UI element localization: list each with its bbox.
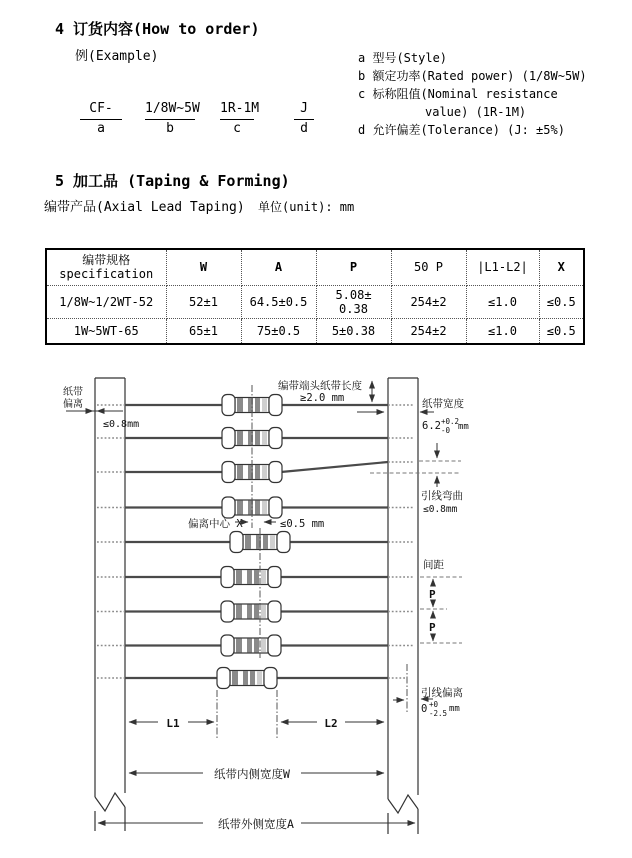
pitch-annotation: [420, 558, 462, 643]
l1-l2-dimension: [129, 717, 384, 730]
tape-deviation-label2: 偏离: [63, 399, 83, 410]
section5-title: 5 加工品 (Taping & Forming): [55, 172, 290, 190]
pitch-p1: P: [429, 588, 436, 601]
resistor-body: [217, 668, 277, 689]
lead-bend-value: ≤0.8mm: [423, 504, 458, 515]
col-header-spec-en: specification: [59, 267, 154, 282]
outer-width-label: 纸带外侧宽度A: [218, 817, 294, 831]
formula-text-a: CF-: [89, 101, 113, 116]
cell-50p: 254±2: [391, 318, 466, 344]
tape-deviation-value: ≤0.8mm: [103, 419, 140, 430]
col-header-w: W: [166, 249, 241, 285]
col-header-p: P: [316, 249, 391, 285]
tape-end-length-annotation: [278, 379, 384, 412]
cell-a: 64.5±0.5: [241, 285, 316, 318]
col-header-spec-cn: 编带规格: [82, 253, 131, 268]
l1-label: L1: [166, 717, 180, 730]
off-center-value: ≤0.5 mm: [280, 518, 325, 530]
cell-l1l2: ≤1.0: [466, 285, 539, 318]
cell-spec: 1/8W~1/2WT-52: [46, 285, 166, 318]
formula-letter-c: c: [220, 119, 254, 136]
formula-part-c: [220, 101, 260, 136]
inner-width-dimension: [129, 767, 384, 781]
legend-line-d: d 允许偏差(Tolerance) (J: ±5%): [358, 123, 565, 137]
formula-letter-d: d: [294, 119, 314, 136]
lead-deviation-tol-plus: +0: [429, 700, 439, 709]
table-row: [46, 285, 584, 318]
pitch-p2: P: [429, 621, 436, 634]
left-tape-strip: [95, 378, 125, 831]
cell-p: 5±0.38: [316, 318, 391, 344]
lead-bend-label: 引线弯曲: [421, 490, 463, 502]
legend-line-c2: value) (1R-1M): [425, 105, 527, 119]
formula-part-a: [80, 101, 122, 136]
taping-subtitle: 编带产品(Axial Lead Taping): [44, 200, 245, 215]
col-header-50p: 50 P: [391, 249, 466, 285]
resistor-body: [221, 567, 281, 588]
col-header-l1l2: |L1-L2|: [466, 249, 539, 285]
cell-x: ≤0.5: [539, 318, 584, 344]
order-code-legend: [358, 49, 587, 139]
taping-spec-table: [45, 248, 585, 345]
tape-width-unit: mm: [458, 422, 469, 432]
tape-deviation-annotation: [63, 385, 139, 430]
l2-label: L2: [324, 717, 338, 730]
formula-text-c: 1R-1M: [220, 101, 260, 116]
cell-p: 5.08± 0.38: [316, 285, 391, 318]
tape-width-tol-minus: -0: [441, 426, 451, 435]
resistor-body: [221, 601, 281, 622]
cell-50p: 254±2: [391, 285, 466, 318]
resistor-body: [221, 635, 281, 656]
cell-spec: 1W~5WT-65: [46, 318, 166, 344]
right-tape-strip: [388, 378, 418, 834]
inner-width-label: 纸带内侧宽度W: [214, 767, 290, 781]
table-row: [46, 318, 584, 344]
lead-bend-annotation: [370, 443, 463, 515]
formula-text-d: J: [300, 101, 308, 116]
lead-deviation-tol-minus: -2.5: [429, 709, 448, 718]
taping-diagram: [60, 365, 572, 857]
cell-a: 75±0.5: [241, 318, 316, 344]
cell-l1l2: ≤1.0: [466, 318, 539, 344]
lead-deviation-value: 0: [421, 703, 428, 715]
lead-deviation-annotation: [393, 686, 463, 718]
section4-title: 4 订货内容(How to order): [55, 20, 260, 38]
col-header-spec: [46, 249, 166, 285]
cell-w: 52±1: [166, 285, 241, 318]
legend-line-c: c 标称阻值(Nominal resistance: [358, 87, 558, 101]
cell-w: 65±1: [166, 318, 241, 344]
formula-part-b: [145, 101, 200, 136]
unit-label: 单位(unit): mm: [258, 200, 355, 214]
formula-letter-b: b: [145, 119, 195, 136]
formula-text-b: 1/8W~5W: [145, 101, 200, 116]
pitch-label: 间距: [423, 559, 444, 571]
off-center-annotation: [188, 517, 324, 530]
formula-letter-a: a: [80, 119, 122, 136]
tape-end-length-label: 编带端头纸带长度: [278, 380, 362, 392]
lead-deviation-unit: mm: [449, 704, 460, 714]
col-header-a: A: [241, 249, 316, 285]
tape-width-annotation: [420, 397, 469, 435]
example-label: 例(Example): [75, 49, 159, 64]
off-center-label: 偏离中心 X: [188, 518, 243, 530]
tape-width-tol-plus: +0.2: [441, 417, 460, 426]
col-header-x: X: [539, 249, 584, 285]
outer-width-dimension: [98, 817, 415, 831]
lead-deviation-label: 引线偏离: [421, 687, 463, 699]
tape-width-value: 6.2: [422, 420, 441, 432]
tape-width-label: 纸带宽度: [422, 398, 464, 410]
legend-line-a: a 型号(Style): [358, 51, 448, 65]
legend-line-b: b 额定功率(Rated power) (1/8W~5W): [358, 69, 587, 83]
formula-part-d: [294, 101, 314, 136]
tape-end-length-value: ≥2.0 mm: [300, 392, 345, 404]
tape-deviation-label: 纸带: [63, 387, 83, 398]
cell-x: ≤0.5: [539, 285, 584, 318]
